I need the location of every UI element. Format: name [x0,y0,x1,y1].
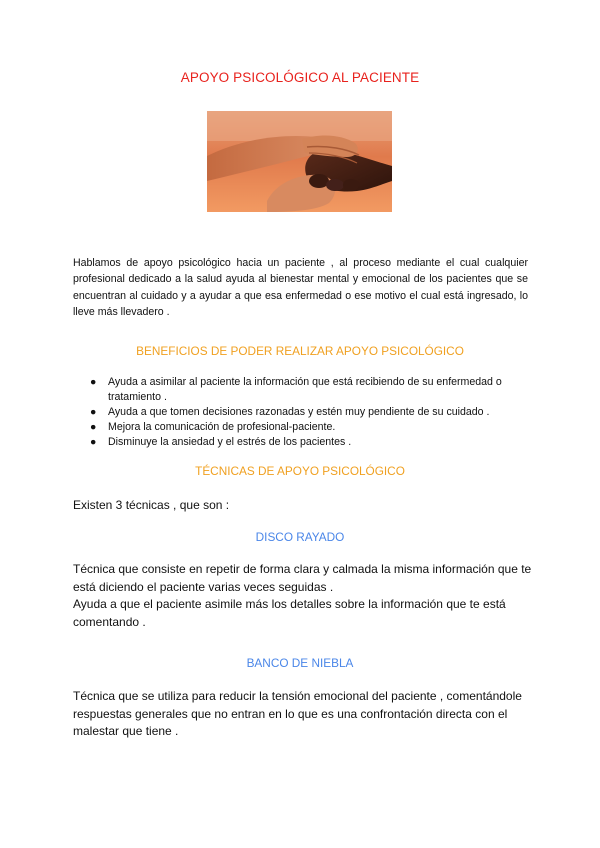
bullet-icon: ● [90,421,97,433]
techniques-intro: Existen 3 técnicas , que son : [73,498,230,512]
bullet-icon: ● [90,376,97,388]
list-item: ● Mejora la comunicación de profesional-paciente. [90,421,336,433]
benefits-list [90,375,530,450]
bullet-icon: ● [90,406,97,418]
banco-niebla-heading: BANCO DE NIEBLA [246,656,354,670]
list-item: ● Ayuda a que tomen decisiones razonadas y estén muy pendiente de su cuidado . [90,406,490,418]
disco-rayado-text: Técnica que consiste en repetir de forma clara y calmada la misma información que te está diciendo el paciente varias veces seguidas . Ayuda a que el paciente asimile más los detalles sobre la información que te está comentando . [73,562,532,629]
list-item: ● Disminuye la ansiedad y el estrés de los pacientes . [90,436,352,448]
benefits-heading: BENEFICIOS DE PODER REALIZAR APOYO PSICOLÓGICO [136,344,464,358]
bullet-icon: ● [90,436,97,448]
intro-paragraph: Hablamos de apoyo psicológico hacia un paciente , al proceso mediante el cual cualquier profesional dedicado a la salud ayuda al bienestar mental y emocional de los pacientes que se encuentran al cuidado y a ayudar a que esa enfermedad o ese motivo el cual está ingresado, lo lleve más llevadero . [73,257,528,318]
page-title: APOYO PSICOLÓGICO AL PACIENTE [180,70,420,85]
banco-niebla-text: Técnica que se utiliza para reducir la tensión emocional del paciente , comentándole respuestas generales que no entran en lo que es una confrontación directa con el malestar que tiene . [73,689,522,738]
disco-rayado-heading: DISCO RAYADO [255,530,345,544]
techniques-heading: TÉCNICAS DE APOYO PSICOLÓGICO [195,464,405,478]
list-item: ● Ayuda a asimilar al paciente la información que está recibiendo de su enfermedad o tratamiento . [90,376,502,403]
holding-hands-photo [207,111,392,212]
